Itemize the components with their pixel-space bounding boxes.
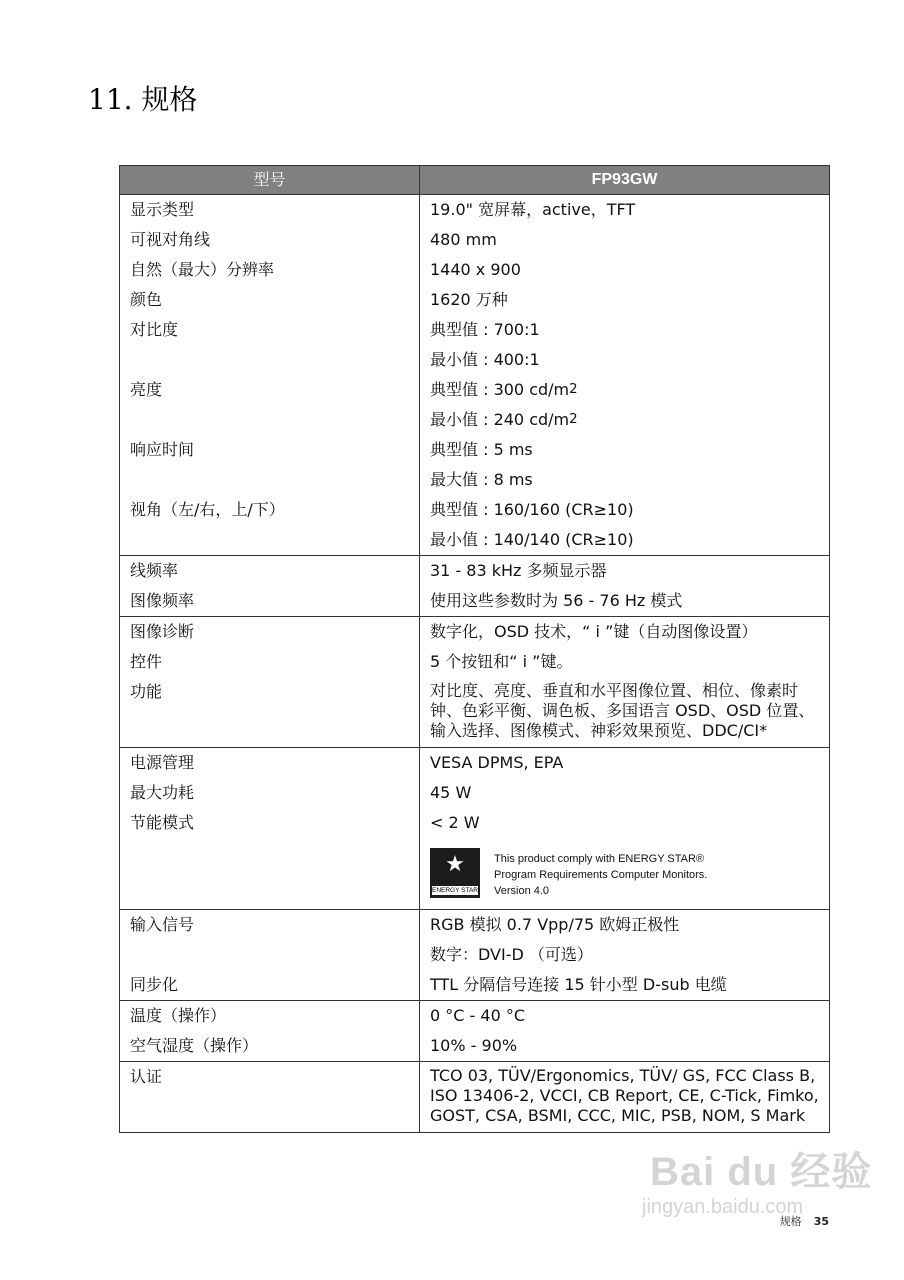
table-row xyxy=(120,910,830,971)
spec-table xyxy=(119,165,830,1133)
spec-label: 输入信号 xyxy=(130,915,195,934)
spec-value: 1620 万种 xyxy=(430,290,508,309)
star-icon: ★ xyxy=(445,852,465,877)
watermark-url: jingyan.baidu.com xyxy=(642,1196,804,1218)
table-row xyxy=(120,748,830,779)
spec-value: 最小值 : 140/140 (CR≥10) xyxy=(430,530,634,549)
spec-value: < 2 W xyxy=(430,813,480,832)
table-row xyxy=(120,435,830,495)
page-title: 11. 规格 xyxy=(88,83,198,116)
spec-label: 同步化 xyxy=(130,975,179,994)
spec-label: 图像频率 xyxy=(130,591,195,610)
spec-label: 对比度 xyxy=(130,320,179,339)
spec-value: 0 °C - 40 °C xyxy=(430,1006,525,1025)
energy-star-logo-label: ENERGY STAR xyxy=(432,887,478,894)
table-row xyxy=(120,586,830,617)
spec-label: 最大功耗 xyxy=(130,783,195,802)
spec-value: RGB 模拟 0.7 Vpp/75 欧姆正极性 xyxy=(430,915,680,934)
table-row xyxy=(120,255,830,285)
spec-label: 温度（操作） xyxy=(130,1006,227,1025)
spec-value: VESA DPMS, EPA xyxy=(430,753,564,772)
table-row xyxy=(120,1031,830,1062)
spec-value: 使用这些参数时为 56 - 76 Hz 模式 xyxy=(430,591,683,610)
spec-label: 视角（左/右，上/下） xyxy=(130,500,285,519)
watermark xyxy=(630,1120,890,1240)
table-row xyxy=(120,778,830,808)
spec-value: 31 - 83 kHz 多频显示器 xyxy=(430,561,607,580)
spec-value: 典型值 : 160/160 (CR≥10) xyxy=(430,500,634,519)
spec-label: 线频率 xyxy=(130,561,179,580)
header-model-value: FP93GW xyxy=(420,166,830,195)
energy-star-block xyxy=(430,838,819,909)
table-row xyxy=(120,1001,830,1032)
spec-label: 控件 xyxy=(130,652,163,671)
spec-value: TTL 分隔信号连接 15 针小型 D-sub 电缆 xyxy=(430,975,727,994)
spec-value: 最大值 : 8 ms xyxy=(430,470,533,489)
spec-value: 典型值 : 300 cd/m 2 xyxy=(430,380,578,399)
spec-value: 10% - 90% xyxy=(430,1036,518,1055)
spec-label: 节能模式 xyxy=(130,813,195,832)
spec-label: 响应时间 xyxy=(130,440,195,459)
spec-value: 480 mm xyxy=(430,230,497,249)
table-row xyxy=(120,285,830,315)
spec-value: 典型值 : 5 ms xyxy=(430,440,533,459)
spec-label: 可视对角线 xyxy=(130,230,211,249)
page-footer xyxy=(780,1213,829,1229)
spec-value: 典型值 : 700:1 xyxy=(430,320,540,339)
spec-label: 电源管理 xyxy=(130,753,195,772)
spec-value: 对比度、亮度、垂直和水平图像位置、相位、像素时钟、色彩平衡、调色板、多国语言 OSD、OSD 位置、输入选择、图像模式、神彩效果预览、DDC/CI* xyxy=(430,681,815,740)
spec-label: 图像诊断 xyxy=(130,622,195,641)
table-row xyxy=(120,315,830,375)
table-row xyxy=(120,677,830,748)
table-row xyxy=(120,495,830,556)
spec-label: 认证 xyxy=(130,1067,163,1086)
spec-value: 45 W xyxy=(430,783,472,802)
spec-label: 功能 xyxy=(130,682,163,701)
energy-star-logo xyxy=(430,848,480,898)
table-row xyxy=(120,375,830,435)
spec-value: 最小值 : 240 cd/m 2 xyxy=(430,410,578,429)
spec-label: 显示类型 xyxy=(130,200,195,219)
table-row xyxy=(120,808,830,910)
spec-value: 数字：DVI-D （可选） xyxy=(430,945,593,964)
spec-label: 颜色 xyxy=(130,290,163,309)
spec-value: 5 个按钮和“ i ”键。 xyxy=(430,652,573,671)
spec-value: 19.0" 宽屏幕，active，TFT xyxy=(430,200,636,219)
table-row xyxy=(120,617,830,648)
watermark-logo: Bai du 经验 xyxy=(650,1150,873,1194)
table-row xyxy=(120,225,830,255)
spec-label: 自然（最大）分辨率 xyxy=(130,260,275,279)
footer-section: 规格 xyxy=(779,1215,802,1228)
spec-value: 最小值 : 400:1 xyxy=(430,350,540,369)
table-row xyxy=(120,970,830,1001)
spec-value: TCO 03, TÜV/Ergonomics, TÜV/ GS, FCC Class B, ISO 13406-2, VCCI, CB Report, CE, C-Tick, Fimko, GOST, CSA, BSMI, CCC, MIC, PSB, NOM, S Mark xyxy=(430,1066,819,1125)
spec-label: 亮度 xyxy=(130,380,163,399)
table-row xyxy=(120,195,830,226)
table-row xyxy=(120,556,830,587)
energy-star-text: This product comply with ENERGY STAR® Program Requirements Computer Monitors. Version 4.0 xyxy=(494,853,708,897)
page-number: 35 xyxy=(813,1215,829,1228)
spec-value: 数字化，OSD 技术，“ i ”键（自动图像设置） xyxy=(430,622,758,641)
spec-label: 空气湿度（操作） xyxy=(130,1036,259,1055)
table-row xyxy=(120,647,830,677)
spec-value: 1440 x 900 xyxy=(430,260,521,279)
header-model-label: 型号 xyxy=(120,166,420,195)
table-header-row xyxy=(120,166,830,195)
